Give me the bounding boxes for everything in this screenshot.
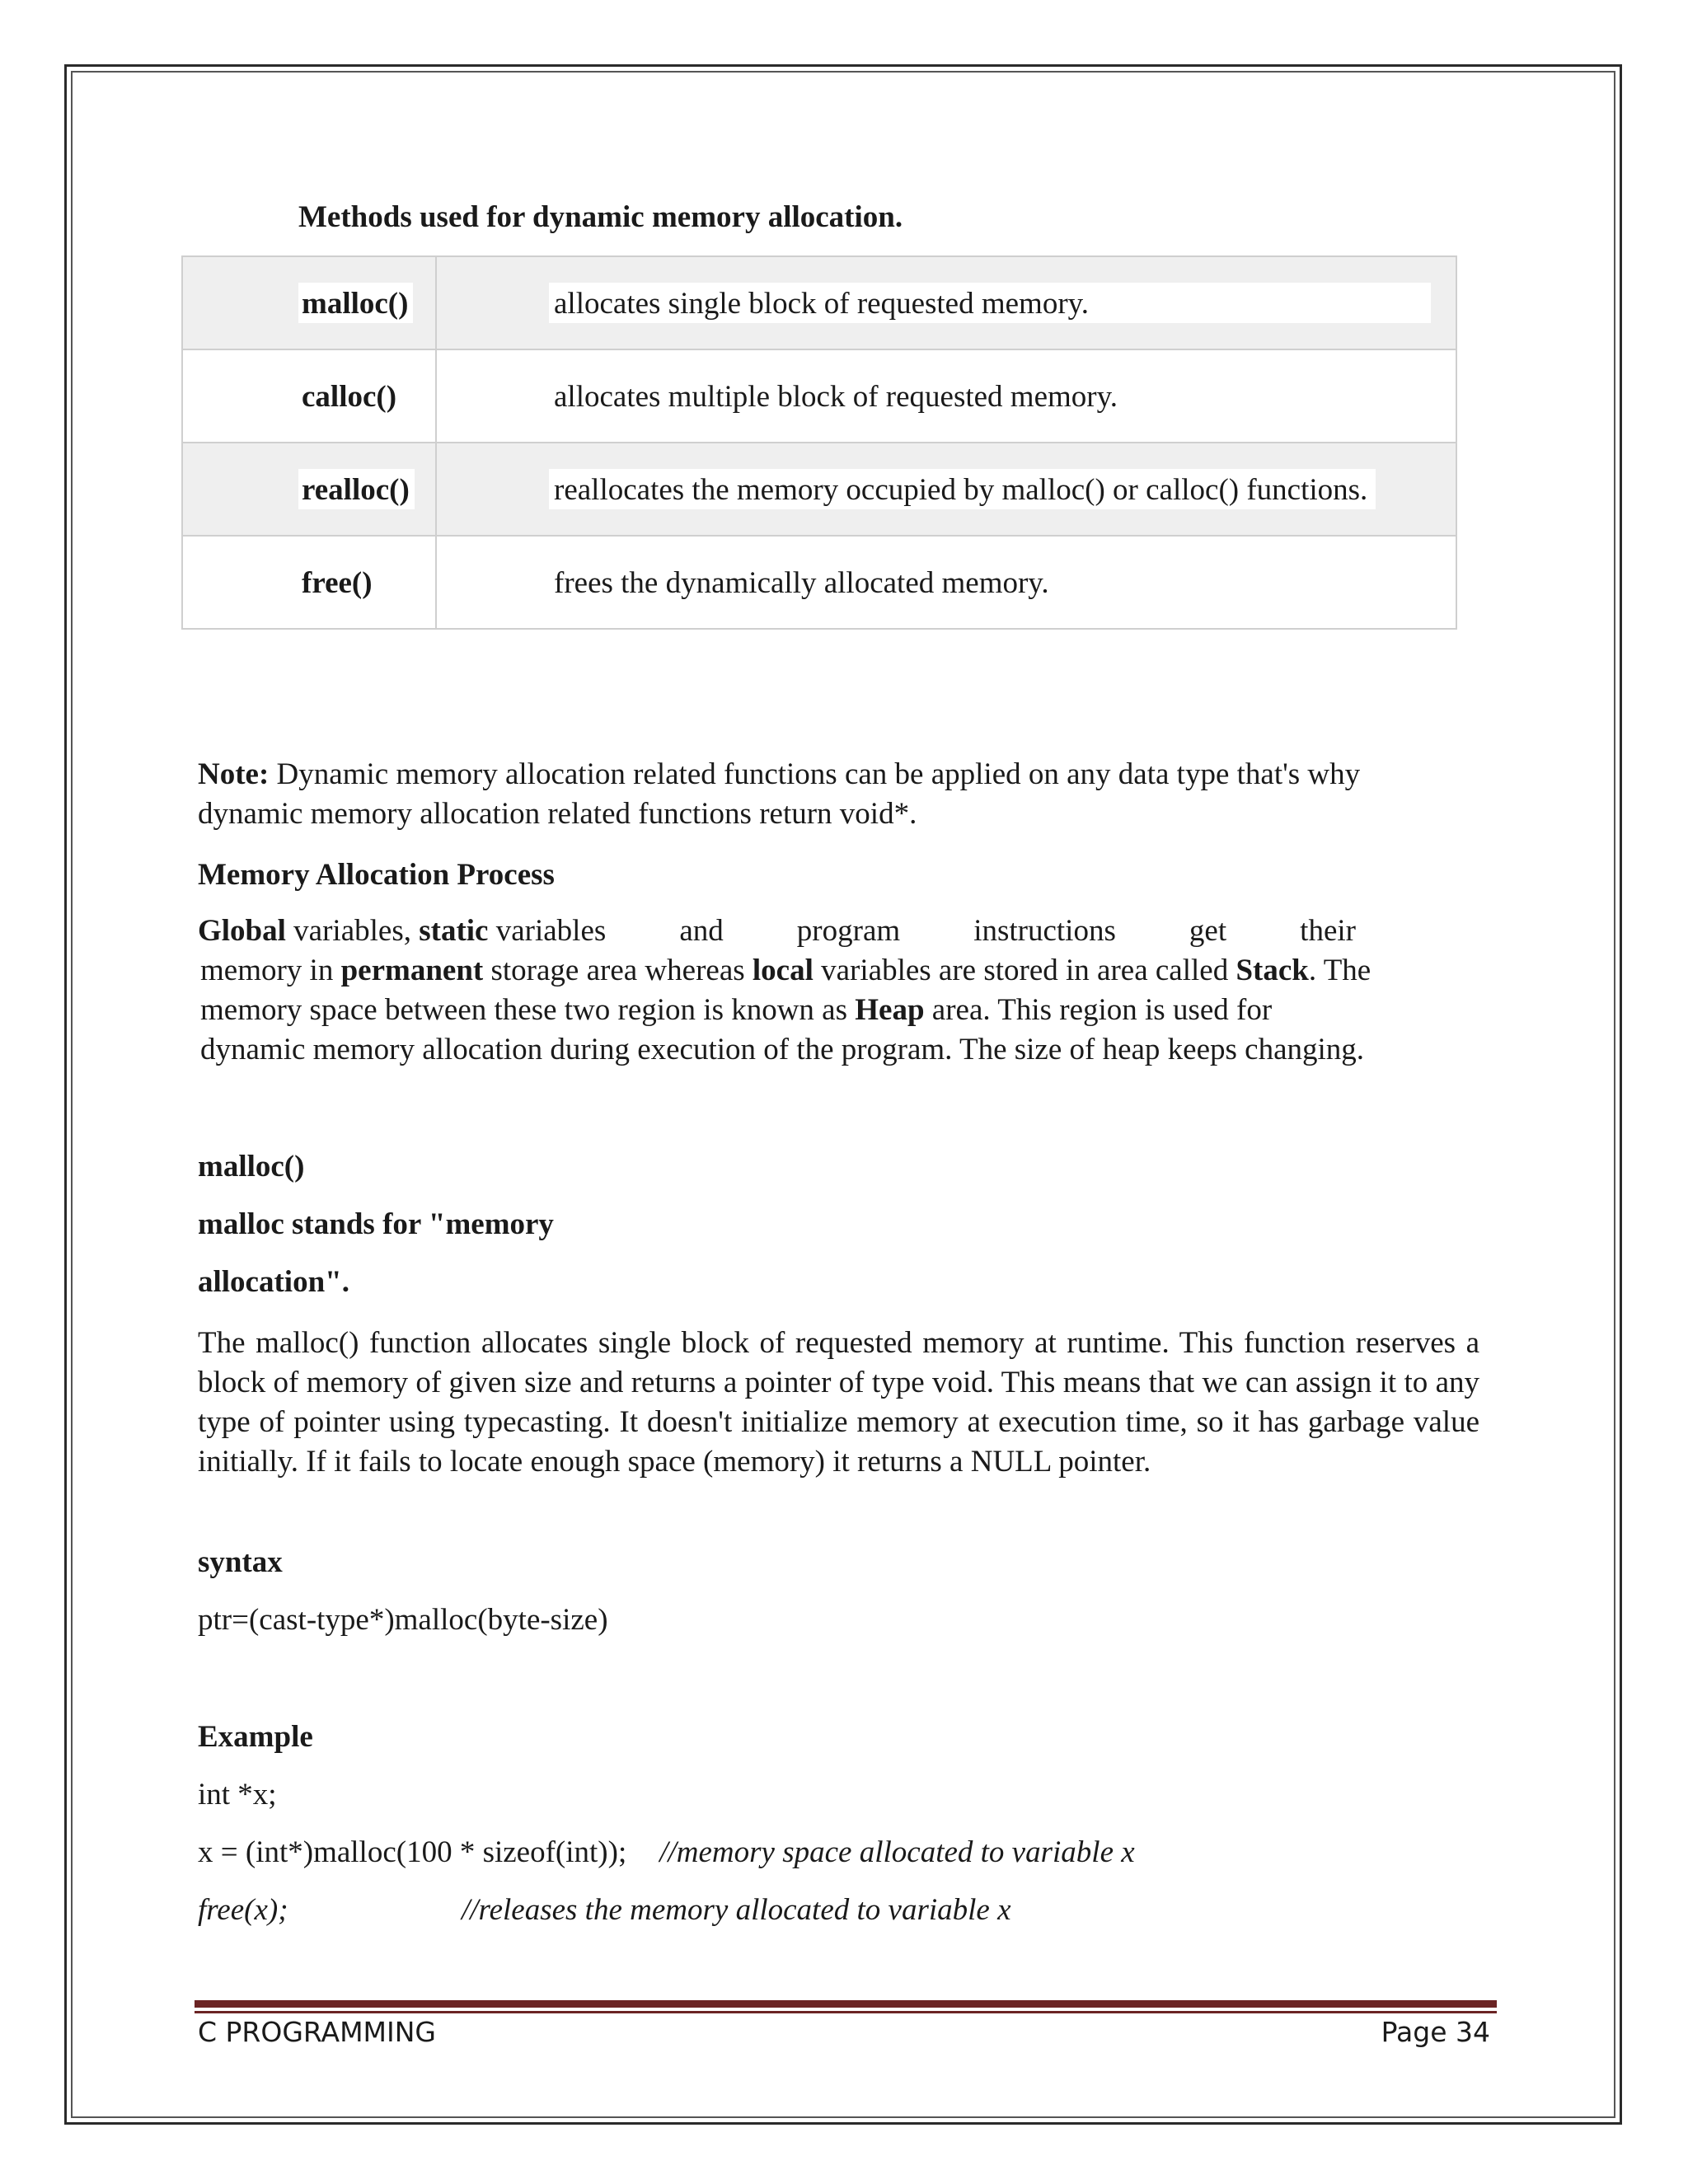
process-line	[200, 951, 1484, 991]
process-word: program	[796, 914, 901, 948]
footer-rule	[195, 2011, 1497, 2013]
process-text: memory in	[200, 954, 334, 987]
keyword-stack: Stack	[1236, 954, 1309, 987]
table-heading: Methods used for dynamic memory allocation.	[298, 200, 903, 234]
malloc-paragraph: The malloc() function allocates single block of requested memory at runtime. This function reserves a block of memory of given size and returns a pointer of type void. This means that we can assign it to any type of pointer using typecasting. It doesn't initialize memory at execution time, so it has garbage value initially. If it fails to locate enough space (memory) it returns a NULL pointer.	[198, 1326, 1479, 1479]
table-cell-description	[436, 443, 1456, 536]
function-description: reallocates the memory occupied by malloc() or calloc() functions.	[549, 469, 1376, 509]
process-word	[198, 912, 606, 951]
process-word: instructions	[973, 914, 1116, 948]
footer-title: C PROGRAMMING	[198, 2016, 437, 2048]
function-name: realloc()	[298, 469, 415, 509]
note-text: Dynamic memory allocation related functions can be applied on any data type that's why	[276, 757, 1361, 791]
table-row	[182, 443, 1456, 536]
keyword-local: local	[752, 954, 814, 987]
code-text: free(x);	[198, 1893, 288, 1927]
process-word: their	[1300, 914, 1356, 948]
table-cell-description	[436, 349, 1456, 443]
function-description: allocates single block of requested memory.	[549, 283, 1431, 323]
code-line	[198, 1891, 1484, 1930]
syntax-code: ptr=(cast-type*)malloc(byte-size)	[198, 1603, 608, 1637]
process-line: dynamic memory allocation during execution of the program. The size of heap keeps changing.	[200, 1033, 1365, 1066]
table-cell-function	[182, 256, 436, 349]
process-line	[198, 912, 1356, 951]
process-line	[200, 991, 1484, 1030]
function-description: frees the dynamically allocated memory.	[554, 566, 1049, 600]
malloc-heading: malloc()	[198, 1150, 305, 1183]
keyword-permanent: permanent	[340, 954, 484, 987]
note-label: Note:	[198, 757, 270, 791]
table-cell-function	[182, 536, 436, 629]
code-line: int *x;	[198, 1778, 277, 1811]
code-text: x = (int*)malloc(100 * sizeof(int));	[198, 1835, 627, 1869]
note-paragraph	[198, 755, 1484, 834]
methods-table	[181, 255, 1457, 630]
process-heading: Memory Allocation Process	[198, 858, 555, 892]
table-cell-function	[182, 443, 436, 536]
keyword-global: Global	[198, 914, 286, 948]
footer-rule	[195, 2000, 1497, 2008]
process-text: area. This region is used for	[931, 993, 1273, 1027]
process-paragraph	[198, 912, 1484, 1070]
keyword-heap: Heap	[855, 993, 925, 1027]
process-word: get	[1189, 914, 1227, 948]
function-description: allocates multiple block of requested memory.	[554, 380, 1118, 414]
table-cell-description	[436, 256, 1456, 349]
table-cell-function	[182, 349, 436, 443]
process-word: and	[679, 914, 724, 948]
function-name: calloc()	[302, 380, 397, 414]
process-text: variables are stored in area called	[821, 954, 1229, 987]
malloc-subheading: allocation".	[198, 1265, 349, 1299]
function-name: free()	[302, 566, 373, 600]
table-cell-description	[436, 536, 1456, 629]
note-line: dynamic memory allocation related functions return void*.	[198, 797, 917, 831]
table-row	[182, 256, 1456, 349]
page-number: Page 34	[1381, 2016, 1490, 2048]
process-text: . The	[1308, 954, 1372, 987]
note-line	[198, 755, 1484, 794]
table-row	[182, 536, 1456, 629]
keyword-static: static	[419, 914, 489, 948]
example-label: Example	[198, 1720, 313, 1754]
syntax-label: syntax	[198, 1545, 283, 1579]
process-word-text: variables,	[293, 914, 411, 948]
process-text: memory space between these two region is known as	[200, 993, 848, 1027]
malloc-subheading: malloc stands for "memory	[198, 1207, 554, 1241]
code-comment: //memory space allocated to variable x	[659, 1835, 1135, 1869]
function-name: malloc()	[298, 283, 413, 323]
code-line	[198, 1833, 1484, 1872]
process-word-text: variables	[495, 914, 607, 948]
table-row	[182, 349, 1456, 443]
code-comment: //releases the memory allocated to variable x	[462, 1893, 1011, 1927]
process-text: storage area whereas	[490, 954, 745, 987]
